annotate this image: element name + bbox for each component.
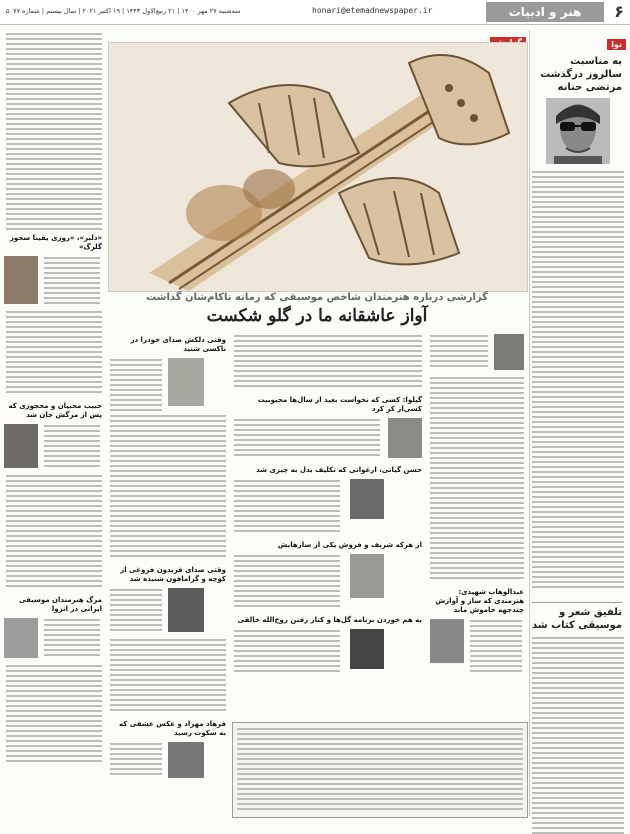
mid-subhead-4: به هم خوردن برنامه گل‌ها و کنار رفتن روح‌الله خالقی <box>237 616 422 624</box>
mid-subhead-1: گیلوا: کسی که نخواست بعید از سال‌ها محبوبیت کسی‌از کر کرد <box>257 396 422 413</box>
left-column <box>4 30 104 816</box>
center-column <box>108 332 228 810</box>
singer-photo-3 <box>168 742 204 778</box>
left-subhead-3: مرگ هنرمندان موسیقی ایرانی در انزوا <box>19 596 102 613</box>
singer-photo-1 <box>168 358 204 406</box>
middle-column <box>232 332 424 718</box>
section-email[interactable]: honari@etemadnewspaper.ir <box>312 6 433 15</box>
singer-photo-4 <box>388 418 422 458</box>
quote-box <box>232 722 528 818</box>
center-text-3 <box>108 586 164 636</box>
side-tag: نوا <box>607 39 626 50</box>
singer-photo-5 <box>350 479 384 519</box>
right-body-column <box>428 332 526 718</box>
mid-text-3 <box>232 477 342 537</box>
article-headline: آواز عاشقانه ما در گلو شکست <box>206 306 428 326</box>
singer-photo-6 <box>350 554 384 598</box>
left-text-5 <box>4 472 104 592</box>
masthead-bar <box>0 0 630 25</box>
article-kicker: گزارشی درباره هنرمندان شاخص موسیقی که زمانه ناکام‌شان گذاشت <box>146 292 488 303</box>
right-subhead-1: عبدالوهاب شهیدی: هنرمندی که ساز و آوازش چندجهه خاموش ماند <box>435 588 524 614</box>
mid-text-1 <box>232 332 424 392</box>
page-number: ۶ <box>614 2 624 21</box>
right-text-3 <box>468 617 524 677</box>
main-illustration <box>108 42 528 292</box>
section-title: هنر و ادبیات <box>486 2 604 22</box>
musician-photo-1 <box>4 256 38 304</box>
side-headline: به مناسبت سالروز درگذشت مرتضی حنانه <box>540 56 622 93</box>
singer-photo-2 <box>168 588 204 632</box>
center-subhead-1: وقتی دلکش صدای خودرا در ناکسی شنید <box>130 336 226 353</box>
mid-text-4 <box>232 552 342 612</box>
center-text-5 <box>108 740 164 780</box>
mid-text-2 <box>232 416 382 462</box>
left-subhead-2: حبیب محبیان و محجوزی که پس از مرگش جان شد <box>8 402 102 419</box>
left-text-4 <box>42 422 102 472</box>
center-text-2 <box>108 412 228 562</box>
left-text-3 <box>4 308 104 398</box>
musician-photo-2 <box>4 424 38 468</box>
left-subhead-1: «دلبر»، «روزی یقینا سحوز گلرگ» <box>9 234 102 251</box>
mid-subhead-3: از هرکه شریف و فروش یکی از سازهایش <box>277 541 422 549</box>
portrait-photo <box>546 98 610 164</box>
side-column <box>529 30 626 816</box>
center-text-1 <box>108 356 164 412</box>
mid-subhead-2: حسن گیانی، ارغوانی که تکلیف بدل به چیزی شد <box>256 466 422 474</box>
musician-photo-4 <box>430 619 464 663</box>
left-text-7 <box>4 662 104 772</box>
mid-text-5 <box>232 627 342 677</box>
left-text-2 <box>42 254 102 308</box>
dateline: سه‌شنبه ۲۷ مهر ۱۴۰۰ | ۲۱ ربیع‌الاول ۱۴۴۳ | ۱۹ اکتبر ۲۰۲۱ | سال بیستم | شماره ۵۰۷۷ <box>6 7 241 15</box>
musician-photo-3 <box>4 618 38 658</box>
side-article-text <box>530 168 626 598</box>
left-text-6 <box>42 616 102 662</box>
side-bottom-text <box>530 634 626 834</box>
left-top-text <box>4 30 104 230</box>
center-subhead-2: وقتی صدای فریدون فروغی از کوچه و گرامافون شنیده شد <box>120 566 226 583</box>
right-text-2 <box>428 374 526 584</box>
quote-box-text <box>233 723 527 817</box>
singer-photo-7 <box>350 629 384 669</box>
center-text-4 <box>108 636 228 716</box>
side-bottom-headline: تلفیق شعر و موسیقی کتاب شد <box>532 602 622 632</box>
right-text-1 <box>428 332 490 374</box>
author-photo <box>494 334 524 370</box>
center-subhead-3: فرهاد مهراد و عکس عشقی که به سکوت رسید <box>119 720 226 737</box>
